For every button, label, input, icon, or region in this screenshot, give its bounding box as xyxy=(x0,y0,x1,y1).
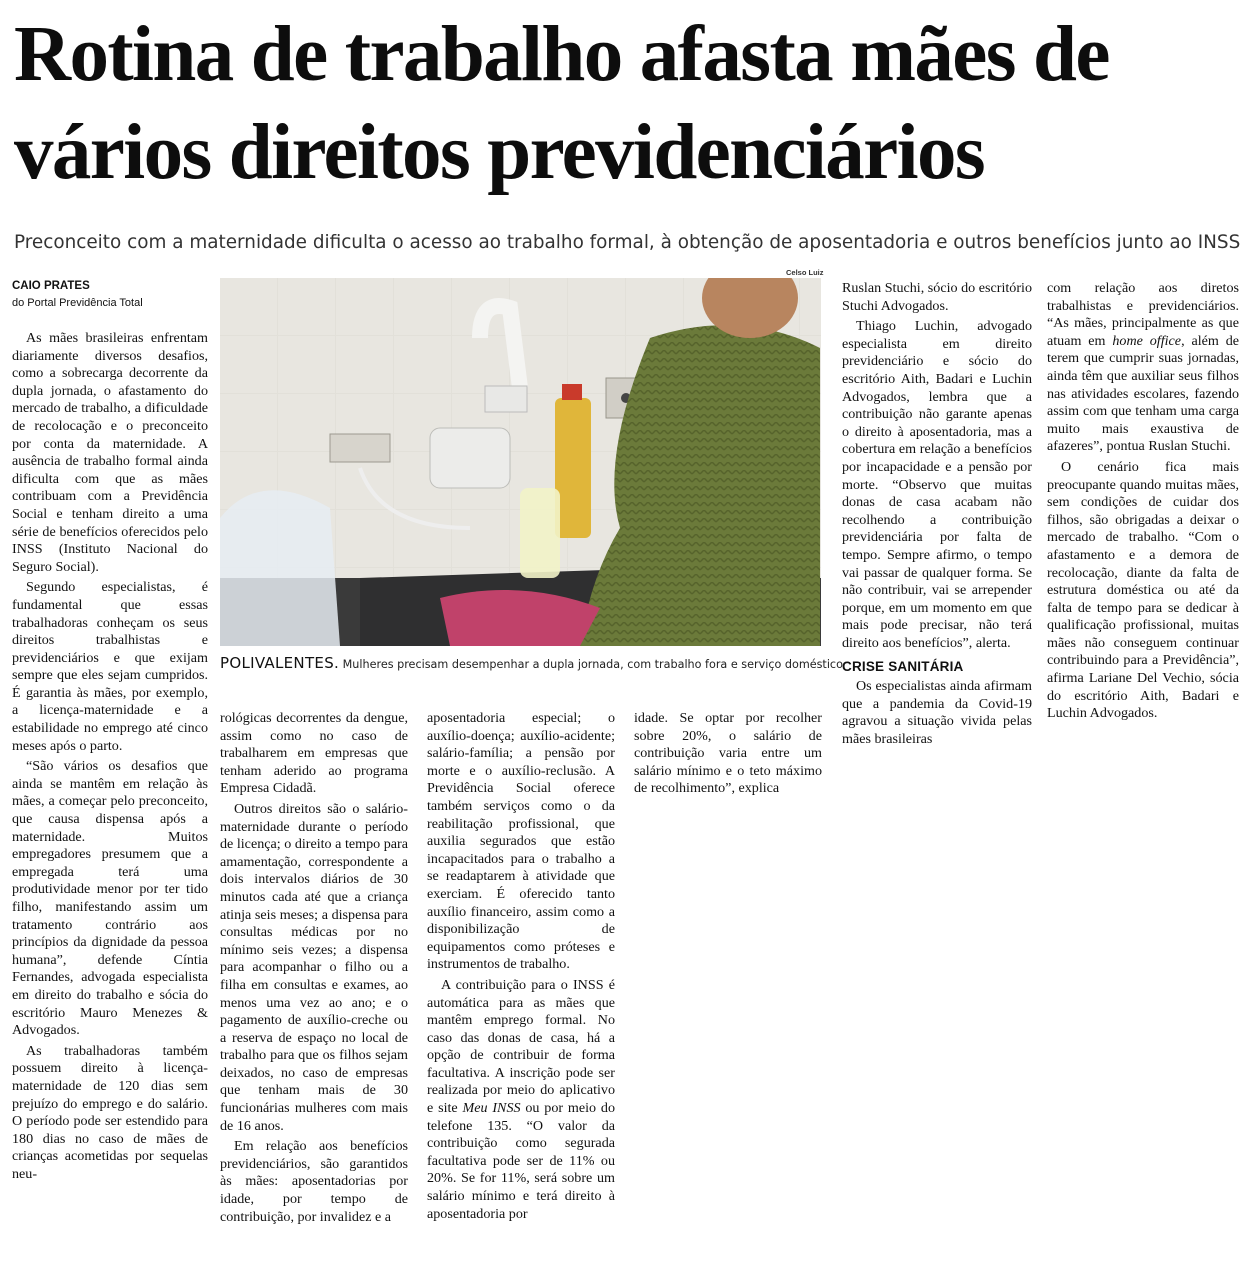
site-name: Meu INSS xyxy=(462,1100,521,1117)
paragraph: “São vários os desafios que ainda se mantêm em relação às mães, a começar pelo preconceito, que causa dispensa após a maternidade. Muitos empregadores presumem que a empregada terá uma produtividade menor por ter tido filho, manifestando assim um tratamento contrário aos princípios da dignidade da pessoa humana”, defende Cíntia Fernandes, advogada especialista em direito do trabalho e sócia do escritório Mauro Menezes & Advogados. xyxy=(12,758,208,1039)
caption-text: Mulheres precisam desempenhar a dupla jornada, com trabalho fora e serviço doméstico xyxy=(342,658,843,671)
article-column-1 xyxy=(12,330,208,1280)
paragraph: Segundo especialistas, é fundamental que essas trabalhadoras conheçam os seus direitos trabalhistas e previdenciários e que exijam sempre que eles sejam cumpridos. É garantia às mães, por exemplo, a licença-maternidade e a estabilidade no emprego até cinco meses após o parto. xyxy=(12,579,208,754)
paragraph-part: , além de terem que cumprir suas jornadas, ainda têm que auxiliar seus filhos nas atividades escolares, fazendo assim com que tenham uma carga muito mais exaustiva de afazeres”, pontua Ruslan Stuchi. xyxy=(1047,332,1239,455)
article-column-5 xyxy=(842,280,1032,800)
subhead: Preconceito com a maternidade dificulta o acesso ao trabalho formal, à obtenção de aposentadoria e outros benefícios junto ao INSS xyxy=(14,232,1241,253)
article-column-4 xyxy=(634,710,822,810)
paragraph: Em relação aos benefícios previdenciários, são garantidos às mães: aposentadorias por idade, por tempo de contribuição, por invalidez e a xyxy=(220,1138,408,1225)
byline-source: do Portal Previdência Total xyxy=(12,297,143,309)
emphasis: home office xyxy=(1112,332,1182,349)
paragraph: Outros direitos são o salário-maternidade durante o período de licença; o direito a tempo para amamentação, correspondente a dois intervalos diários de 30 minutos cada até que a criança atinja seis meses; a dispensa para consultas médicas por no mínimo seis vezes; a dispensa para acompanhar o filho ou a filha em consultas e exames, ao menos uma vez ao ano; e o pagamento de auxílio-creche ou a reserva de espaço no local de trabalho para que os filhos sejam deixados, no caso de empresas que tenham mais de 30 funcionárias mulheres com mais de 16 anos. xyxy=(220,800,408,1134)
photo-credit: Celso Luiz xyxy=(786,268,824,277)
byline-author: CAIO PRATES xyxy=(12,280,90,292)
photo-caption xyxy=(220,654,843,672)
article-photo xyxy=(220,278,821,646)
article-column-6 xyxy=(1047,280,1239,810)
paragraph xyxy=(1047,280,1239,456)
paragraph xyxy=(427,977,615,1223)
article-column-3 xyxy=(427,710,615,1282)
kitchen-scene-illustration xyxy=(220,278,821,646)
paragraph: O cenário fica mais preocupante quando muitas mães, sem condições de cuidar dos filhos, são obrigadas a deixar o mercado de trabalho. “Com o afastamento e a demora de recolocação, diante da falta de estrutura doméstica ou até da falta de tempo para se dedicar à qualificação profissional, muitas mães não conseguem continuar contribuindo para a Previdência”, afirma Lariane Del Vechio, sócia do escritório Aith, Badari e Luchin Advogados. xyxy=(1047,458,1239,722)
section-subtitle: CRISE SANITÁRIA xyxy=(842,659,964,675)
paragraph: As mães brasileiras enfrentam diariamente diversos desafios, como a sobrecarga decorrente da dupla jornada, o afastamento do mercado de trabalho, a dificuldade de recolocação e o preconceito por conta da maternidade. A ausência de trabalho formal ainda dificulta com que as mães contribuam com a Previdência Social e tenham direito a uma série de benefícios oferecidos pelo INSS (Instituto Nacional do Seguro Social). xyxy=(12,330,208,575)
paragraph-part: ou por meio do telefone 135. “O valor da contribuição como segurada facultativa pode ser de 11% ou 20%. Se for 11%, será sobre um salário mínimo e terá direito à aposentadoria por xyxy=(427,1100,615,1222)
paragraph: As trabalhadoras também possuem direito à licença-maternidade de 120 dias sem prejuízo do emprego e do salário. O período pode ser estendido para 180 dias no caso de mães de crianças acometidas por sequelas neu- xyxy=(12,1042,208,1182)
paragraph: aposentadoria especial; o auxílio-doença; auxílio-acidente; salário-família; a pensão por morte e o auxílio-reclusão. A Previdência Social oferece também serviços como o da reabilitação profissional, que auxilia segurados que estão incapacitados para o trabalho a se readaptarem à atividade que exerciam. É oferecido tanto auxílio financeiro, assim como a disponibilização de equipamentos como próteses e instrumentos de trabalho. xyxy=(427,710,615,973)
paragraph: rológicas decorrentes da dengue, assim como no caso de trabalharem em empresas que tenham aderido ao programa Empresa Cidadã. xyxy=(220,710,408,797)
paragraph: Ruslan Stuchi, sócio do escritório Stuchi Advogados. xyxy=(842,280,1032,314)
paragraph-part: A contribuição para o INSS é automática para as mães que mantêm emprego formal. No caso das donas de casa, há a opção de contribuir de forma facultativa. A inscrição pode ser realizada por meio do aplicativo e site xyxy=(427,976,615,1117)
paragraph-part: com relação aos diretos trabalhistas e previdenciários. “As mães, principalmente as que atuam em xyxy=(1047,280,1239,349)
paragraph: Os especialistas ainda afirmam que a pandemia da Covid-19 agravou a situação vivida pelas mães brasileiras xyxy=(842,678,1032,747)
caption-lead: POLIVALENTES. xyxy=(220,654,340,672)
article-column-2 xyxy=(220,710,408,1282)
paragraph: idade. Se optar por recolher sobre 20%, o salário de contribuição varia entre um salário mínimo e o teto máximo de recolhimento”, explica xyxy=(634,710,822,797)
paragraph: Thiago Luchin, advogado especialista em direito previdenciário e sócio do escritório Aith, Badari e Luchin Advogados, lembra que a contribuição não garante apenas o direito à aposentadoria, mas a cobertura em relação a benefícios por incapacidade e a pensão por morte. “Observo que muitas donas de casa acabam não recolhendo a contribuição previdenciária por falta de tempo. Sempre afirmo, o tempo vai passar de qualquer forma. Se não contribuir, vai se arrepender porque, em um momento em que mais pode precisar, não terá direito aos benefícios”, alerta. xyxy=(842,318,1032,651)
headline: Rotina de trabalho afasta mães de vários direitos previdenciários xyxy=(14,11,1109,196)
